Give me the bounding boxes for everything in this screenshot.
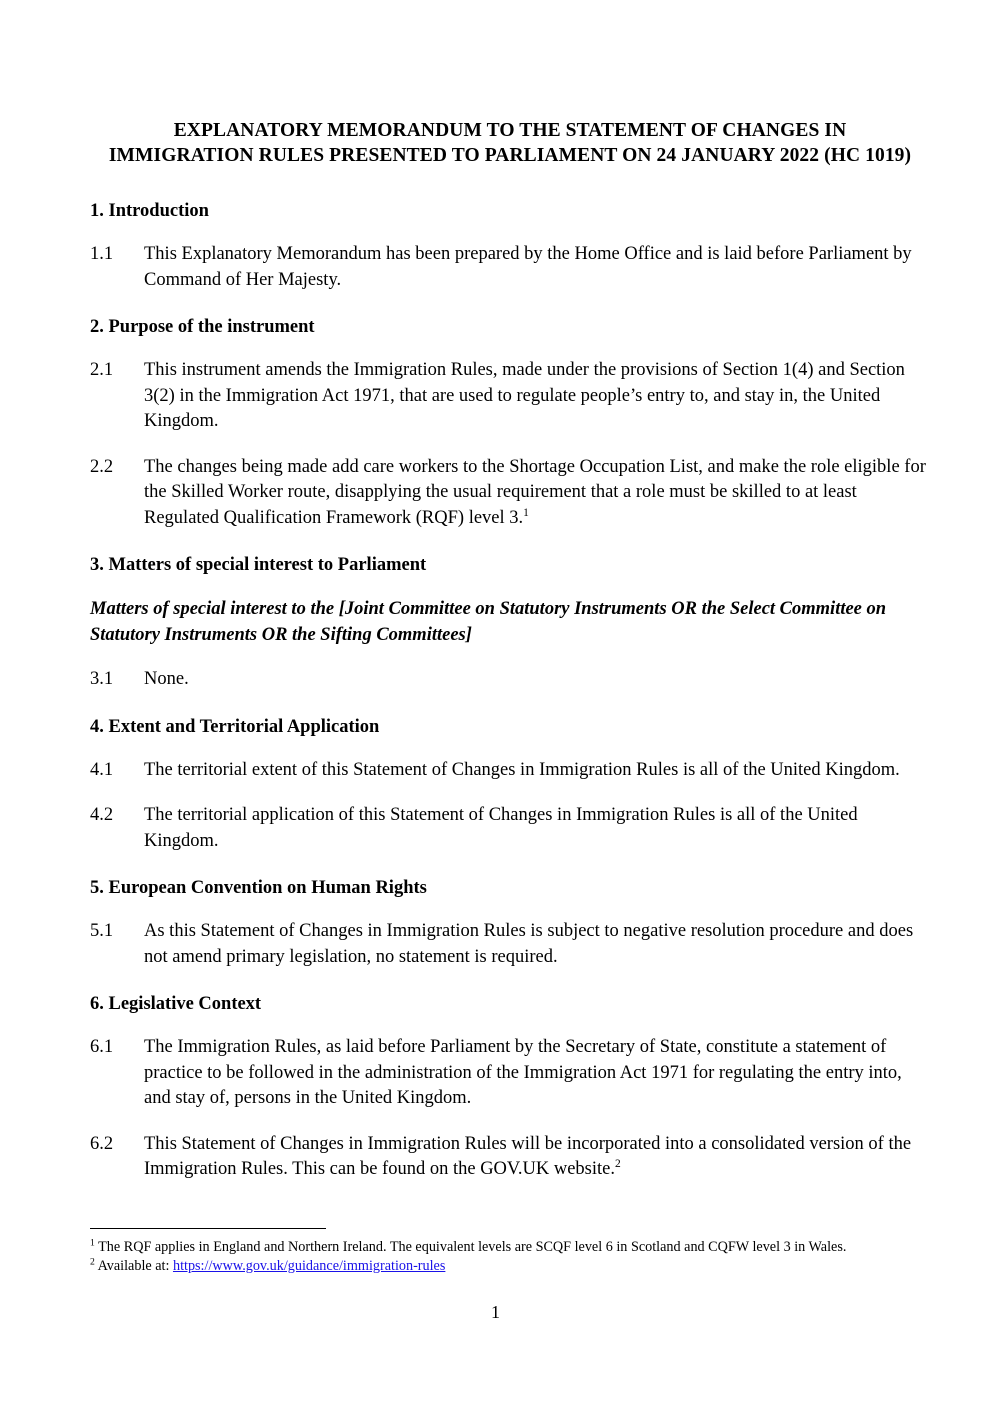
paragraph-number: 5.1 (90, 921, 114, 941)
document-title-line-2: IMMIGRATION RULES PRESENTED TO PARLIAMENT ON 24 JANUARY 2022 (HC 1019) (108, 145, 912, 166)
paragraph-number: 2.2 (90, 456, 114, 477)
paragraph-text: This instrument amends the Immigration Rules, made under the provisions of Section 1(4) and Section 3(2) in the Immigration Act 1971, that are used to regulate people’s entry to, and stay in, the United Kingdom. (144, 360, 905, 431)
paragraph-number: 4.1 (90, 759, 114, 780)
paragraph-number: 6.2 (90, 1133, 114, 1154)
section-heading-5: 5. European Convention on Human Rights (90, 878, 427, 898)
spacer (90, 1016, 930, 1035)
footnote-2 (90, 1257, 940, 1276)
paragraph-text (144, 1132, 930, 1183)
footnote-2-text: Available at: (97, 1257, 173, 1274)
paragraph-number: 3.1 (90, 669, 114, 689)
paragraph-text: The Immigration Rules, as laid before Parliament by the Secretary of State, constitute a statement of practice to be followed in the administration of the Immigration Act 1971 for regulating the entry into, and stay of, persons in the United Kingdom. (144, 1037, 902, 1108)
spacer (90, 1112, 930, 1132)
spacer (90, 168, 930, 199)
spacer (90, 293, 930, 315)
document-title (90, 0, 930, 168)
section-heading-3: 3. Matters of special interest to Parliament (90, 555, 427, 575)
footnote-ref-2[interactable]: 2 (615, 1157, 621, 1170)
footnote-1 (90, 1238, 940, 1257)
paragraph-text: The territorial application of this Statement of Changes in Immigration Rules is all of the United Kingdom. (144, 805, 858, 851)
spacer (90, 900, 930, 919)
spacer (90, 970, 930, 992)
paragraph-6-1 (90, 1035, 930, 1112)
spacer (90, 648, 930, 667)
paragraph-number: 1.1 (90, 244, 114, 264)
footnotes-area (90, 1228, 940, 1275)
document-body (90, 0, 930, 1183)
footnote-marker-2: 2 (90, 1255, 95, 1267)
paragraph-2-1 (90, 358, 930, 435)
paragraph-text: The territorial extent of this Statement of Changes in Immigration Rules is all of the United Kingdom. (144, 759, 900, 780)
paragraph-4-1 (90, 758, 930, 784)
document-title-line-1: EXPLANATORY MEMORANDUM TO THE STATEMENT OF CHANGES IN (173, 120, 847, 141)
paragraph-text: This Explanatory Memorandum has been prepared by the Home Office and is laid before Parliament by Command of Her Majesty. (144, 244, 912, 290)
paragraph-text: As this Statement of Changes in Immigration Rules is subject to negative resolution procedure and does not amend primary legislation, no statement is required. (144, 921, 914, 967)
section-heading-6: 6. Legislative Context (90, 994, 262, 1014)
section-heading-4: 4. Extent and Territorial Application (90, 716, 380, 737)
immigration-rules-link[interactable]: https://www.gov.uk/guidance/immigration-rules (172, 1257, 446, 1274)
paragraph-3-1 (90, 667, 930, 693)
paragraph-6-2 (90, 1132, 930, 1183)
section-heading-2: 2. Purpose of the instrument (90, 317, 315, 337)
footnote-1-text: The RQF applies in England and Northern Ireland. The equivalent levels are SCQF level 6 in Scotland and CQFW level 3 in Wales. (98, 1239, 847, 1255)
spacer (90, 577, 930, 597)
spacer (90, 223, 930, 242)
footnote-ref-1[interactable]: 1 (523, 506, 529, 519)
spacer (90, 739, 930, 758)
paragraph-number: 4.2 (90, 805, 114, 825)
paragraph-text: None. (144, 669, 189, 689)
section-subheading-3: Matters of special interest to the [Joint Committee on Statutory Instruments OR the Select Committee on Statutory Instruments OR the Sifting Committees] (90, 599, 887, 645)
spacer (90, 435, 930, 455)
footnote-separator (90, 1228, 326, 1229)
paragraph-4-2 (90, 803, 930, 854)
spacer (90, 693, 930, 715)
paragraph-5-1 (90, 919, 930, 970)
spacer (90, 531, 930, 553)
spacer (90, 783, 930, 803)
footnote-marker-1: 1 (90, 1237, 95, 1249)
spacer (90, 854, 930, 876)
paragraph-text-body: This Statement of Changes in Immigration Rules will be incorporated into a consolidated version of the Immigration Rules. This can be found on the GOV.UK website. (144, 1133, 912, 1179)
page-number: 1 (491, 1302, 500, 1322)
spacer (90, 339, 930, 358)
paragraph-text-body: The changes being made add care workers to the Shortage Occupation List, and make the role eligible for the Skilled Worker route, disapplying the usual requirement that a role must be skilled to at least Regulated Qualification Framework (RQF) level 3. (144, 456, 926, 528)
paragraph-2-2 (90, 455, 930, 532)
paragraph-1-1 (90, 242, 930, 293)
paragraph-number: 2.1 (90, 360, 114, 380)
section-heading-1: 1. Introduction (90, 201, 209, 221)
paragraph-text (144, 455, 930, 532)
paragraph-number: 6.1 (90, 1037, 114, 1057)
